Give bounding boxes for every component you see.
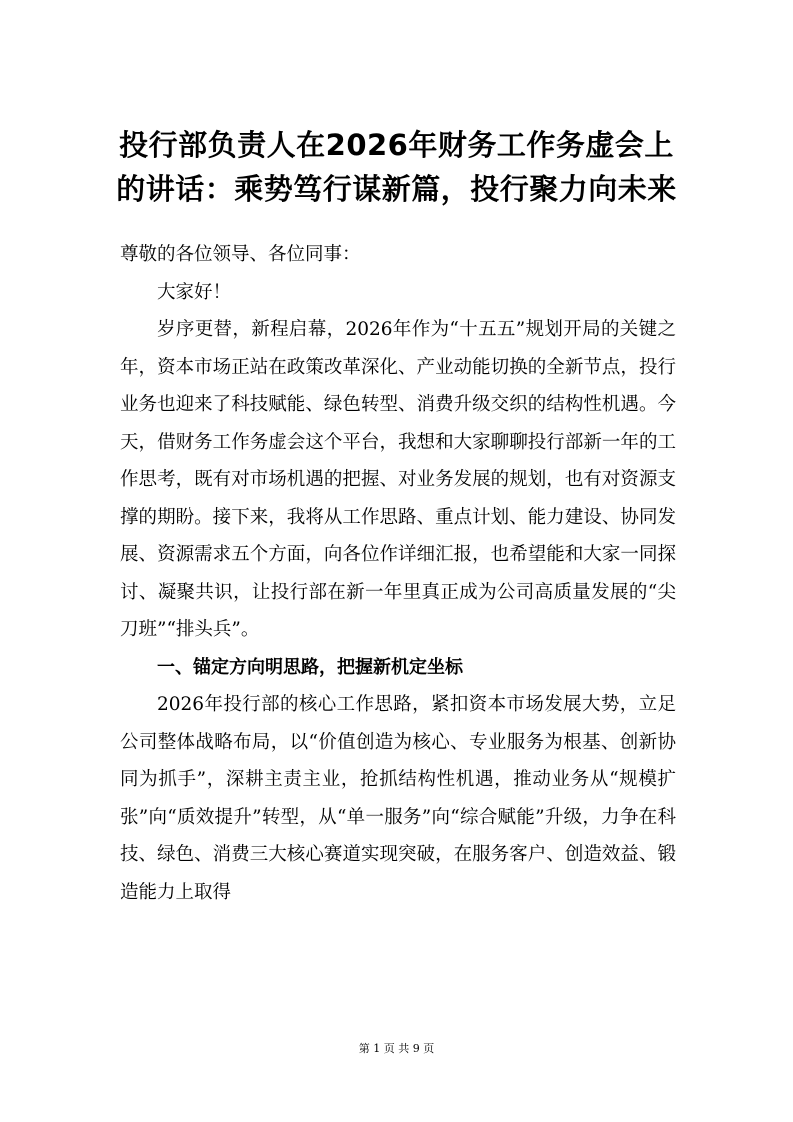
greeting: 大家好！ — [157, 281, 232, 303]
section-heading: 一、锚定方向明思路，把握新机定坐标 — [157, 656, 463, 678]
title-line-1: 投行部负责人在2026年财务工作务虚会上 — [119, 128, 674, 162]
title-line-2: 的讲话：乘势笃行谋新篇，投行聚力向未来 — [116, 172, 677, 206]
document-body — [120, 236, 676, 911]
salutation: 尊敬的各位领导、各位同事： — [120, 244, 361, 265]
document-title — [110, 123, 683, 211]
page-number-footer: 第 1 页 共 9 页 — [358, 1042, 435, 1055]
intro-paragraph: 岁序更替，新程启幕，2026年作为“十五五”规划开局的关键之年，资本市场正站在政策改革深化、产业动能切换的全新节点，投行业务也迎来了科技赋能、绿色转型、消费升级交织的结构性机遇。今天，借财务工作务虚会这个平台，我想和大家聊聊投行部新一年的工作思考，既有对市场机遇的把握、对业务发展的规划，也有对资源支撑的期盼。接下来，我将从工作思路、重点计划、能力建设、协同发展、资源需求五个方面，向各位作详细汇报，也希望能和大家一同探讨、凝聚共识，让投行部在新一年里真正成为公司高质量发展的“尖刀班”“排头兵”。 — [120, 319, 676, 640]
section-paragraph: 2026年投行部的核心工作思路，紧扣资本市场发展大势，立足公司整体战略布局，以“价值创造为核心、专业服务为根基、创新协同为抓手”，深耕主责主业，抢抓结构性机遇，推动业务从“规模扩张”向“质效提升”转型，从“单一服务”向“综合赋能”升级，力争在科技、绿色、消费三大核心赛道实现突破，在服务客户、创造效益、锻造能力上取得 — [120, 694, 676, 903]
